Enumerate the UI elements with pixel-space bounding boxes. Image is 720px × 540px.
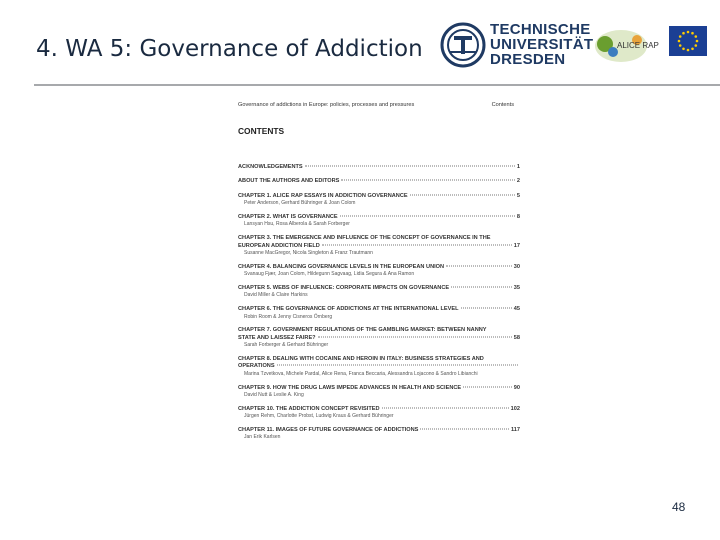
toc-page-number: 35 — [513, 285, 520, 292]
toc-page-number: 102 — [510, 405, 520, 412]
running-head — [238, 102, 514, 108]
toc-authors: Sarah Forberger & Gerhard Bühringer — [244, 342, 329, 349]
toc-line — [238, 264, 520, 271]
toc-entry — [238, 178, 520, 185]
toc-entry — [238, 235, 520, 257]
toc-page-number: 17 — [513, 242, 520, 249]
contents-heading: CONTENTS — [238, 126, 285, 136]
toc-leader-dots — [305, 166, 515, 167]
toc-authors: Lansyan Hsu, Rosa Alberola & Sarah Forberger — [244, 221, 350, 228]
toc-line — [238, 243, 520, 250]
toc-page-number: 45 — [513, 306, 520, 313]
toc-title: ACKNOWLEDGEMENTS — [238, 164, 303, 170]
slide-number: 48 — [672, 500, 686, 514]
toc-page-number: 90 — [513, 384, 520, 391]
toc-title: CHAPTER 1. ALICE RAP ESSAYS IN ADDICTION GOVERNANCE — [238, 192, 408, 199]
toc-page-number: 30 — [513, 263, 520, 270]
toc-entry — [238, 264, 520, 278]
toc-entry — [238, 164, 520, 171]
toc-entry — [238, 356, 520, 378]
toc-authors: Susanne MacGregor, Nicola Singleton & Franz Trautmann — [244, 250, 373, 257]
document-page — [230, 96, 522, 536]
tud-line3: DRESDEN — [490, 51, 566, 68]
toc-authors: Robin Room & Jenny Cisneros Örnberg — [244, 313, 333, 320]
toc-title: OPERATIONS — [238, 363, 275, 370]
toc-authors: Marina Tzvetkova, Michele Pardal, Alice Rena, Franca Beccaria, Alessandra Lojacono & Sandro Libianchi — [244, 370, 478, 377]
toc-leader-dots — [341, 180, 514, 181]
toc-line — [238, 178, 520, 185]
toc-leader-dots — [451, 287, 512, 288]
tu-dresden-seal-icon — [440, 22, 486, 68]
toc-line — [238, 285, 520, 292]
toc-authors: Peter Anderson, Gerhard Bühringer & Joan Colom — [244, 200, 356, 207]
toc-title: CHAPTER 5. WEBS OF INFLUENCE: CORPORATE IMPACTS ON GOVERNANCE — [238, 285, 450, 292]
toc-leader-dots — [420, 429, 509, 430]
tu-dresden-logo — [440, 20, 594, 70]
alice-rap-logo-icon — [593, 26, 659, 66]
toc-line — [238, 406, 520, 413]
toc-line — [238, 193, 520, 200]
toc-leader-dots — [340, 216, 515, 217]
toc-line — [238, 385, 520, 392]
toc-title: ABOUT THE AUTHORS AND EDITORS — [238, 178, 340, 185]
toc-authors: David Nutt & Leslie A. King — [244, 392, 304, 399]
toc-leader-dots — [322, 244, 512, 245]
table-of-contents — [238, 164, 520, 448]
toc-authors: Svanaug Fjær, Joan Colom, Hildegunn Sagvaag, Lidia Segura & Ana Ramon — [244, 271, 415, 278]
toc-title: CHAPTER 2. WHAT IS GOVERNANCE — [238, 214, 338, 221]
header-divider — [34, 84, 720, 86]
toc-page-number: 1 — [516, 164, 520, 170]
toc-line — [238, 363, 520, 370]
toc-entry — [238, 406, 520, 420]
toc-line — [238, 427, 520, 434]
toc-title: CHAPTER 9. HOW THE DRUG LAWS IMPEDE ADVANCES IN HEALTH AND SCIENCE — [238, 384, 462, 391]
toc-authors: Jürgen Rehm, Charlotte Probst, Ludwig Kraus & Gerhard Bühringer — [244, 413, 394, 420]
toc-authors: David Miller & Claire Harkins — [244, 292, 308, 299]
toc-title: CHAPTER 10. THE ADDICTION CONCEPT REVISITED — [238, 405, 380, 412]
tud-line2: UNIVERSITÄT — [490, 36, 594, 53]
eu-flag-icon — [669, 26, 707, 56]
toc-entry — [238, 385, 520, 399]
toc-leader-dots — [382, 407, 509, 408]
toc-page-number: 2 — [516, 178, 520, 185]
toc-entry — [238, 214, 520, 228]
running-head-right: Contents — [491, 102, 514, 108]
toc-title: EUROPEAN ADDICTION FIELD — [238, 242, 320, 249]
toc-leader-dots — [463, 386, 512, 387]
toc-title: CHAPTER 11. IMAGES OF FUTURE GOVERNANCE OF ADDICTIONS — [238, 427, 419, 434]
toc-leader-dots — [446, 265, 512, 266]
toc-title: STATE AND LAISSEZ FAIRE? — [238, 334, 316, 341]
slide-title: 4. WA 5: Governance of Addiction — [36, 36, 423, 62]
toc-entry — [238, 193, 520, 207]
toc-line — [238, 214, 520, 221]
toc-leader-dots — [461, 308, 512, 309]
running-head-left: Governance of addictions in Europe: policies, processes and pressures — [238, 102, 415, 108]
tud-line1: TECHNISCHE — [490, 21, 591, 38]
toc-entry — [238, 285, 520, 299]
toc-page-number: 58 — [513, 334, 520, 341]
toc-leader-dots — [410, 194, 515, 195]
toc-entry — [238, 427, 520, 441]
toc-line — [238, 164, 520, 171]
toc-title-first-line: CHAPTER 3. THE EMERGENCE AND INFLUENCE OF THE CONCEPT OF GOVERNANCE IN THE — [238, 235, 491, 242]
toc-title: CHAPTER 4. BALANCING GOVERNANCE LEVELS IN THE EUROPEAN UNION — [238, 263, 445, 270]
toc-page-number: 5 — [516, 192, 520, 199]
toc-entry — [238, 327, 520, 349]
toc-leader-dots — [277, 365, 518, 366]
toc-page-number: 117 — [510, 427, 520, 434]
toc-line — [238, 306, 520, 313]
toc-title-first-line: CHAPTER 8. DEALING WITH COCAINE AND HEROIN IN ITALY: BUSINESS STRATEGIES AND — [238, 356, 484, 363]
toc-title: CHAPTER 6. THE GOVERNANCE OF ADDICTIONS AT THE INTERNATIONAL LEVEL — [238, 306, 459, 313]
toc-title-first-line: CHAPTER 7. GOVERNMENT REGULATIONS OF THE GAMBLING MARKET: BETWEEN NANNY — [238, 327, 487, 334]
toc-line — [238, 335, 520, 342]
toc-leader-dots — [318, 336, 512, 337]
toc-page-number: 8 — [516, 214, 520, 221]
toc-authors: Jan Erik Karlsen — [244, 434, 281, 441]
toc-entry — [238, 306, 520, 320]
svg-text:ALICE RAP: ALICE RAP — [617, 41, 659, 50]
